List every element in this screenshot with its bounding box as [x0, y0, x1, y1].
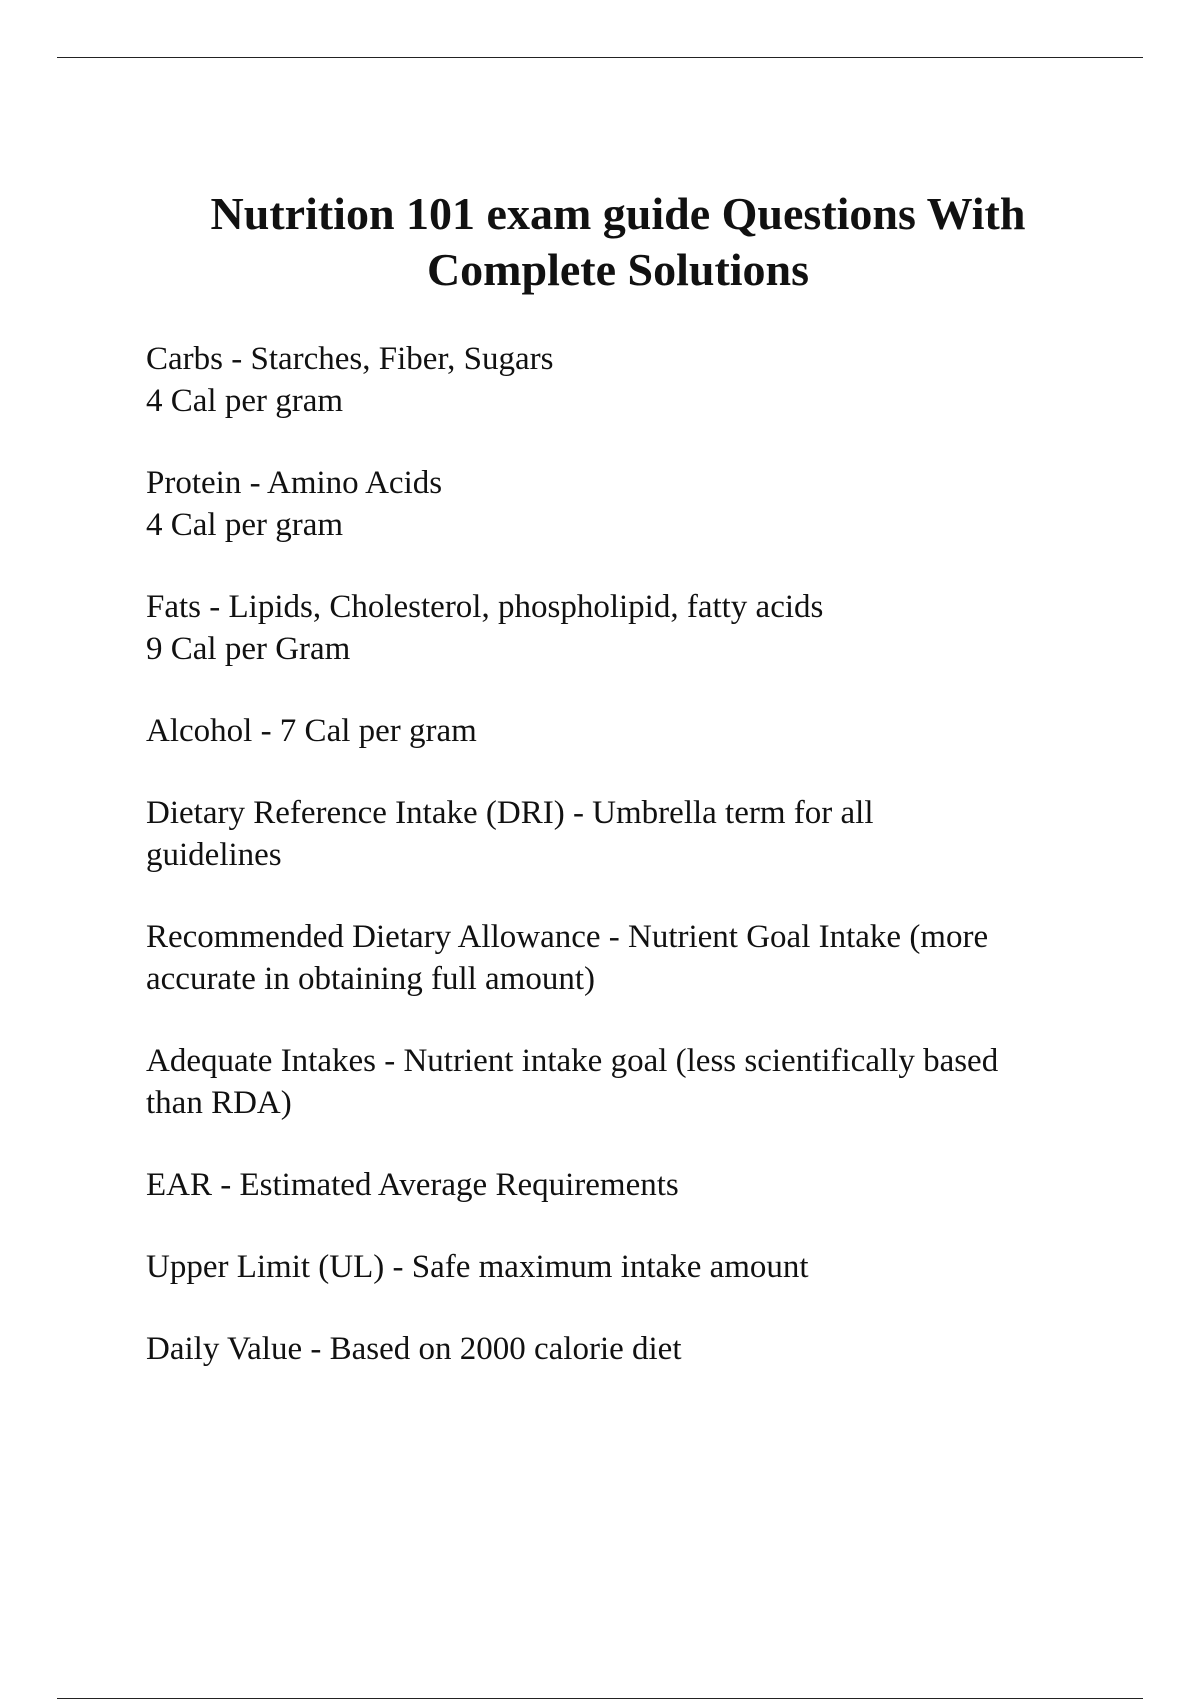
entry-detail-line: 4 Cal per gram — [146, 507, 344, 543]
entry-term-line: Alcohol - 7 Cal per gram — [146, 713, 477, 749]
entry-term-line: EAR - Estimated Average Requirements — [146, 1167, 679, 1203]
entry-rda — [146, 916, 1106, 1000]
entry-alcohol — [146, 710, 1106, 752]
entry-carbs — [146, 338, 1106, 422]
entry-term-line: Dietary Reference Intake (DRI) - Umbrella term for all — [146, 795, 874, 831]
entry-term-line: Carbs - Starches, Fiber, Sugars — [146, 341, 554, 377]
entry-detail-line: 4 Cal per gram — [146, 383, 344, 419]
entry-term-line: Recommended Dietary Allowance - Nutrient Goal Intake (more — [146, 919, 989, 955]
entry-upper-limit — [146, 1246, 1106, 1288]
header-rule — [57, 57, 1143, 58]
entry-adequate-intakes — [146, 1040, 1106, 1124]
entry-detail-line: than RDA) — [146, 1085, 292, 1121]
entry-protein — [146, 462, 1106, 546]
entry-dri — [146, 792, 1106, 876]
title-line: Nutrition 101 exam guide Questions With — [210, 188, 1026, 239]
entry-detail-line: guidelines — [146, 837, 282, 873]
entry-ear — [146, 1164, 1106, 1206]
entry-term-line: Protein - Amino Acids — [146, 465, 443, 501]
footer-rule — [57, 1698, 1143, 1699]
entry-fats — [146, 586, 1106, 670]
entry-term-line: Adequate Intakes - Nutrient intake goal (less scientifically based — [146, 1043, 999, 1079]
page-title — [120, 186, 1116, 298]
entry-term-line: Upper Limit (UL) - Safe maximum intake amount — [146, 1249, 809, 1285]
title-line: Complete Solutions — [426, 244, 810, 295]
flashcard-list — [146, 338, 1106, 1410]
entry-term-line: Daily Value - Based on 2000 calorie diet — [146, 1331, 682, 1367]
entry-detail-line: accurate in obtaining full amount) — [146, 961, 596, 997]
entry-term-line: Fats - Lipids, Cholesterol, phospholipid, fatty acids — [146, 589, 824, 625]
entry-daily-value — [146, 1328, 1106, 1370]
entry-detail-line: 9 Cal per Gram — [146, 631, 351, 667]
